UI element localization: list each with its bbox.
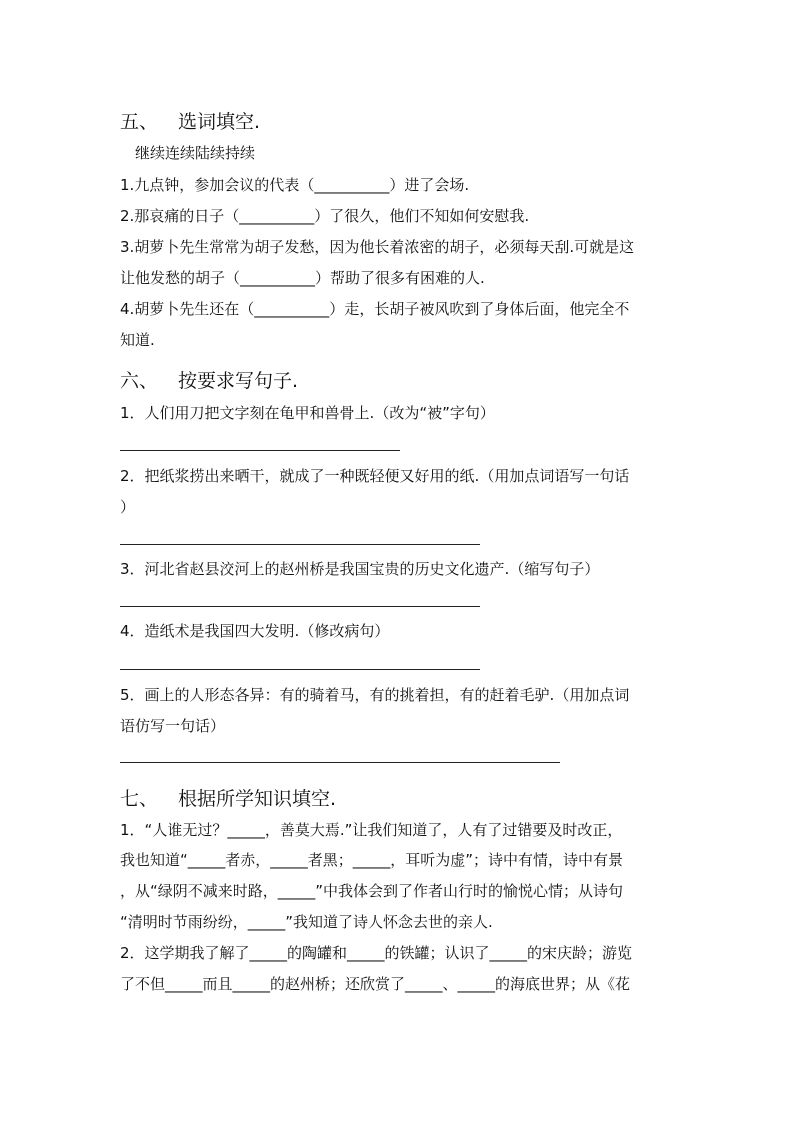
section-7-title: 根据所学知识填空.	[178, 788, 337, 810]
question-2-line-2: ）	[120, 498, 136, 516]
section-7-line-4: “清明时节雨纷纷，_____”我知道了诗人怀念去世的亲人.	[120, 913, 493, 931]
section-7-number: 七、	[120, 788, 159, 810]
section-7-heading	[120, 784, 336, 811]
question-2-line-1: 2．把纸浆捞出来晒干，就成了一种既轻便又好用的纸.（用加点词语写一句话	[120, 467, 630, 485]
section-5-item-3-line-2: 让他发愁的胡子（__________）帮助了很多有困难的人.	[120, 269, 485, 287]
section-6-number: 六、	[120, 370, 159, 392]
section-7-line-5: 2．这学期我了解了_____的陶罐和_____的铁罐；认识了_____的宋庆龄；游览	[120, 944, 633, 962]
section-5-number: 五、	[120, 111, 159, 133]
section-5-item-3-line-1: 3.胡萝卜先生常常为胡子发愁，因为他长着浓密的胡子，必须每天刮.可就是这	[120, 238, 635, 256]
word-bank: 继续连续陆续持续	[135, 144, 256, 162]
answer-line-4[interactable]	[120, 669, 480, 670]
question-1: 1．人们用刀把文字刻在龟甲和兽骨上.（改为“被”字句）	[120, 404, 495, 422]
question-4: 4．造纸术是我国四大发明.（修改病句）	[120, 622, 390, 640]
question-5-line-1: 5．画上的人形态各异：有的骑着马，有的挑着担，有的赶着毛驴.（用加点词	[120, 686, 630, 704]
section-7-line-2: 我也知道“_____者赤，_____者黑；_____，耳听为虚”；诗中有情，诗中有景	[120, 851, 624, 869]
answer-line-1[interactable]	[120, 450, 400, 451]
question-5-line-2: 语仿写一句话）	[120, 717, 226, 735]
section-5-item-4-line-1: 4.胡萝卜先生还在（__________）走，长胡子被风吹到了身体后面，他完全不	[120, 300, 630, 318]
section-7-line-1: 1．“人谁无过？_____，善莫大焉.”让我们知道了，人有了过错要及时改正，	[120, 821, 623, 839]
section-5-heading	[120, 107, 260, 134]
section-5-item-2: 2.那哀痛的日子（__________）了很久，他们不知如何安慰我.	[120, 207, 530, 225]
section-5-item-4-line-2: 知道.	[120, 331, 155, 349]
section-7-line-3: ，从“绿阴不减来时路，_____”中我体会到了作者山行时的愉悦心情；从诗句	[120, 882, 624, 900]
question-3: 3．河北省赵县洨河上的赵州桥是我国宝贵的历史文化遗产.（缩写句子）	[120, 560, 600, 578]
answer-line-2[interactable]	[120, 544, 480, 545]
answer-line-5[interactable]	[120, 762, 560, 763]
answer-line-3[interactable]	[120, 606, 480, 607]
section-6-heading	[120, 366, 298, 393]
section-5-item-1: 1.九点钟，参加会议的代表（__________）进了会场.	[120, 176, 470, 194]
section-6-title: 按要求写句子.	[178, 370, 299, 392]
section-5-title: 选词填空.	[178, 111, 261, 133]
section-7-line-6: 了不但_____而且_____的赵州桥；还欣赏了_____、_____的海底世界；从《花	[120, 975, 631, 993]
